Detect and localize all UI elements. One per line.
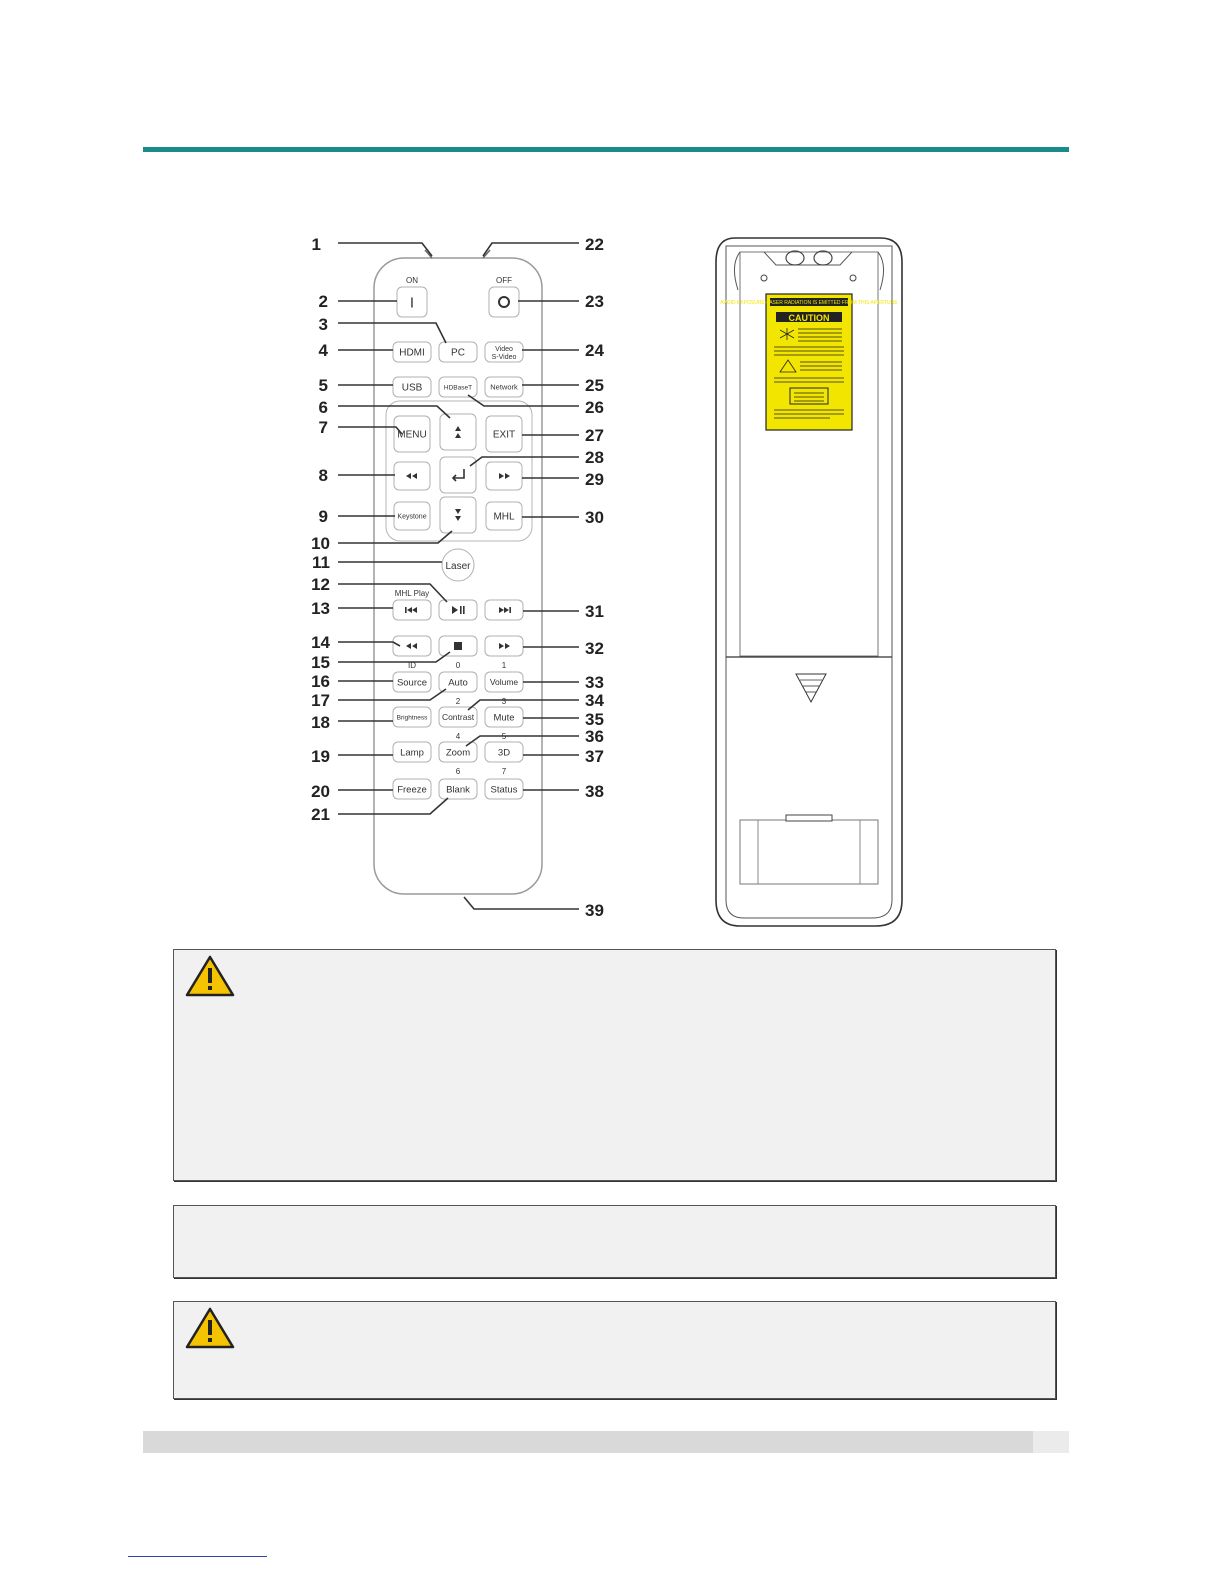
callout-19: 19 xyxy=(311,747,330,766)
callout-8: 8 xyxy=(318,466,328,485)
callout-17: 17 xyxy=(311,691,330,710)
caution-title: CAUTION xyxy=(788,313,830,323)
callout-38: 38 xyxy=(585,782,604,801)
source-label: Source xyxy=(396,677,428,689)
volume-label: Volume xyxy=(489,676,519,687)
num_5-caption: 5 xyxy=(501,732,507,741)
zoom-label: Zoom xyxy=(445,747,471,759)
warning-triangle-icon xyxy=(184,954,236,998)
callout-7: 7 xyxy=(318,418,328,437)
footer-link-rule xyxy=(128,1556,267,1557)
pc-label: PC xyxy=(451,347,465,359)
exit-label: EXIT xyxy=(492,429,516,441)
callout-1: 1 xyxy=(311,235,321,254)
callout-6: 6 xyxy=(318,398,328,417)
lamp-label: Lamp xyxy=(400,747,424,759)
callout-22: 22 xyxy=(585,235,604,254)
usb-label: USB xyxy=(401,382,423,394)
caution-label-heading: AVOID EXPOSURE-LASER RADIATION IS EMITTED FROM THIS APERTURE xyxy=(720,300,898,306)
pause-icon-b xyxy=(463,606,465,614)
stop-icon xyxy=(454,642,462,650)
mhl_play-caption: MHL Play xyxy=(394,589,430,598)
svideo-label: S-Video xyxy=(491,354,517,361)
callout-29: 29 xyxy=(585,470,604,489)
footer-bar xyxy=(143,1431,1069,1453)
callout-25: 25 xyxy=(585,376,604,395)
callout-18: 18 xyxy=(311,713,330,732)
callout-14: 14 xyxy=(311,633,330,652)
callout-13: 13 xyxy=(311,599,330,618)
callout-21: 21 xyxy=(311,805,330,824)
up-button[interactable] xyxy=(440,414,476,450)
callout-24: 24 xyxy=(585,341,604,360)
down-button[interactable] xyxy=(440,497,476,533)
next-track-icon-b xyxy=(509,607,511,613)
video-label: Video xyxy=(495,346,513,353)
callout-4: 4 xyxy=(318,341,328,360)
on-label: I xyxy=(409,294,415,312)
num_4-caption: 4 xyxy=(455,732,461,741)
callout-15: 15 xyxy=(311,653,330,672)
pause-icon xyxy=(460,606,462,614)
id-caption: ID xyxy=(408,661,416,670)
num_1-caption: 1 xyxy=(501,661,507,670)
callout-34: 34 xyxy=(585,691,604,710)
callout-3: 3 xyxy=(318,315,328,334)
freeze-label: Freeze xyxy=(397,784,427,796)
mute-label: Mute xyxy=(493,712,515,724)
blank-label: Blank xyxy=(446,784,470,796)
keystone-label: Keystone xyxy=(397,513,427,521)
callout-32: 32 xyxy=(585,639,604,658)
menu-label: MENU xyxy=(397,429,427,441)
callout-27: 27 xyxy=(585,426,604,445)
brightness-label: Brightness xyxy=(396,714,428,722)
callout-12: 12 xyxy=(311,575,330,594)
auto-label: Auto xyxy=(448,677,468,689)
callout-line-22 xyxy=(483,243,579,256)
on-caption: ON xyxy=(406,276,418,285)
warning-box-1 xyxy=(173,949,1056,1181)
callout-30: 30 xyxy=(585,508,604,527)
laser-label: Laser xyxy=(445,561,471,572)
callout-28: 28 xyxy=(585,448,604,467)
callout-11: 11 xyxy=(312,553,330,572)
callout-9: 9 xyxy=(318,507,328,526)
remote-back xyxy=(716,238,902,926)
callout-31: 31 xyxy=(585,602,604,621)
previous-track-icon xyxy=(405,607,407,613)
hdbaset-label: HDBaseT xyxy=(443,384,473,392)
callout-5: 5 xyxy=(318,376,328,395)
status-label: Status xyxy=(490,784,518,796)
mhl-label: MHL xyxy=(493,511,515,523)
warning-triangle-icon xyxy=(184,1306,236,1350)
note-box-2 xyxy=(173,1205,1056,1278)
callout-20: 20 xyxy=(311,782,330,801)
callout-2: 2 xyxy=(318,292,328,311)
num_3-caption: 3 xyxy=(501,697,507,706)
num_2-caption: 2 xyxy=(455,697,461,706)
network-label: Network xyxy=(490,382,518,392)
num_0-caption: 0 xyxy=(455,661,461,670)
callout-33: 33 xyxy=(585,673,604,692)
3d-label: 3D xyxy=(497,747,511,759)
warning-box-3 xyxy=(173,1301,1056,1399)
callout-line-1 xyxy=(338,243,432,256)
enter-button[interactable] xyxy=(440,457,476,493)
callout-36: 36 xyxy=(585,727,604,746)
callout-10: 10 xyxy=(311,534,330,553)
callout-26: 26 xyxy=(585,398,604,417)
off-caption: OFF xyxy=(496,276,512,285)
callout-line-39 xyxy=(464,897,579,909)
callout-35: 35 xyxy=(585,710,604,729)
hdmi-label: HDMI xyxy=(399,347,425,359)
num_6-caption: 6 xyxy=(455,767,461,776)
callout-23: 23 xyxy=(585,292,604,311)
callout-16: 16 xyxy=(311,672,330,691)
num_7-caption: 7 xyxy=(501,767,507,776)
off-button[interactable] xyxy=(489,287,519,317)
contrast-label: Contrast xyxy=(441,711,475,722)
callout-37: 37 xyxy=(585,747,604,766)
callout-39: 39 xyxy=(585,901,604,920)
